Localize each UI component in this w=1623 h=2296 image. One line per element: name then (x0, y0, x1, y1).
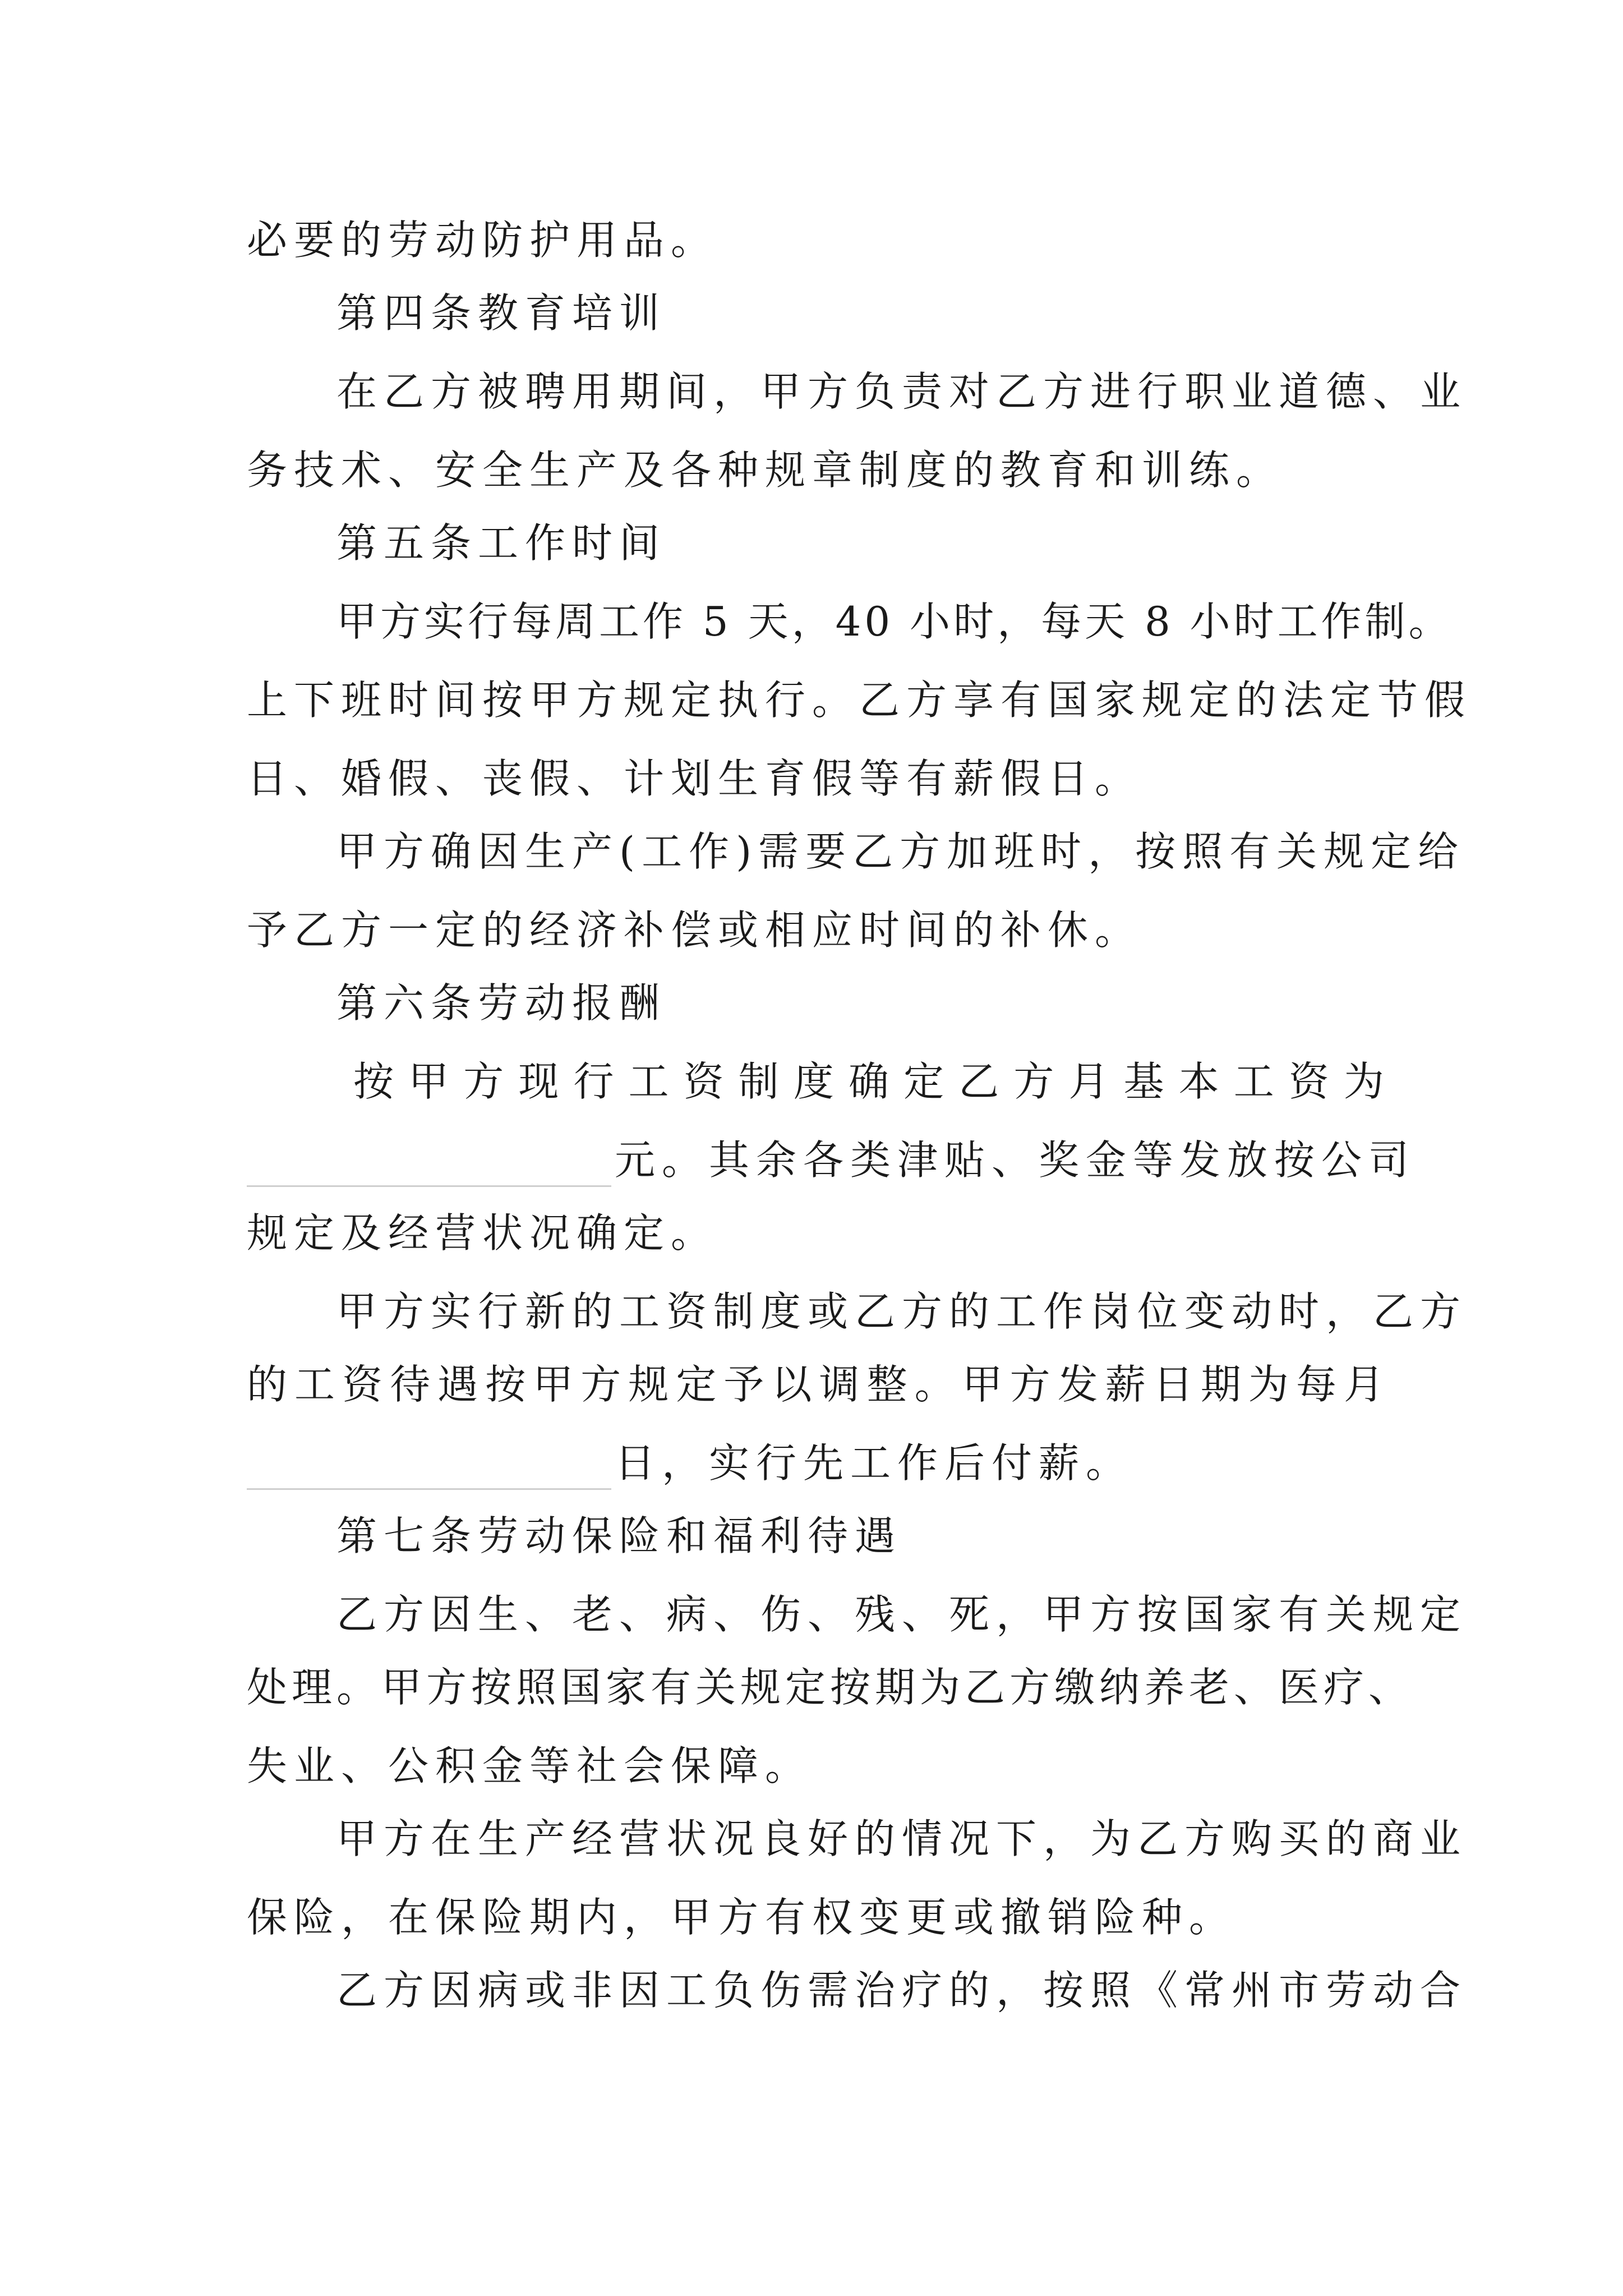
paragraph-line (247, 1133, 1416, 1187)
paragraph-line-text: 日，实行先工作后付薪。 (615, 1439, 1133, 1487)
paragraph-line: 予乙方一定的经济补偿或相应时间的补休。 (247, 907, 1142, 954)
paragraph-line: 务技术、安全生产及各种规章制度的教育和训练。 (247, 447, 1284, 494)
paragraph-line: 上下班时间按甲方规定执行。乙方享有国家规定的法定节假 (247, 677, 1472, 724)
paragraph-line: 甲方在生产经营状况良好的情况下，为乙方购买的商业 (336, 1815, 1468, 1862)
paragraph-line: 甲方实行新的工资制度或乙方的工作岗位变动时，乙方 (336, 1288, 1468, 1335)
paragraph-line: 处理。甲方按照国家有关规定按期为乙方缴纳养老、医疗、 (247, 1664, 1414, 1711)
paragraph-line-text: 元。其余各类津贴、奖金等发放按公司 (615, 1137, 1416, 1184)
section-heading-working-hours: 第五条工作时间 (336, 519, 667, 567)
paragraph-line: 的工资待遇按甲方规定予以调整。甲方发薪日期为每月 (247, 1361, 1391, 1408)
paragraph-line: 在乙方被聘用期间，甲方负责对乙方进行职业道德、业 (336, 368, 1468, 415)
section-heading-education: 第四条教育培训 (336, 289, 667, 337)
paragraph-line: 失业、公积金等社会保障。 (247, 1742, 813, 1789)
paragraph-line: 甲方确因生产(工作)需要乙方加班时，按照有关规定给 (336, 828, 1465, 875)
paragraph-line: 乙方因病或非因工负伤需治疗的，按照《常州市劳动合 (336, 1967, 1468, 2014)
salary-blank-field (247, 1146, 611, 1187)
section-heading-remuneration: 第六条劳动报酬 (336, 979, 667, 1027)
paragraph-line: 按甲方现行工资制度确定乙方月基本工资为 (353, 1058, 1391, 1105)
payday-blank-field (247, 1449, 611, 1490)
paragraph-line: 甲方实行每周工作 5 天，40 小时，每天 8 小时工作制。 (336, 598, 1453, 645)
paragraph-line: 日、婚假、丧假、计划生育假等有薪假日。 (247, 755, 1142, 802)
paragraph-line: 保险，在保险期内，甲方有权变更或撤销险种。 (247, 1894, 1237, 1941)
paragraph-line (247, 1436, 1391, 1490)
section-heading-insurance-welfare: 第七条劳动保险和福利待遇 (336, 1512, 902, 1559)
paragraph-line: 乙方因生、老、病、伤、残、死，甲方按国家有关规定 (336, 1591, 1468, 1638)
paragraph-line: 规定及经营状况确定。 (247, 1209, 718, 1257)
paragraph-line: 必要的劳动防护用品。 (247, 217, 718, 264)
